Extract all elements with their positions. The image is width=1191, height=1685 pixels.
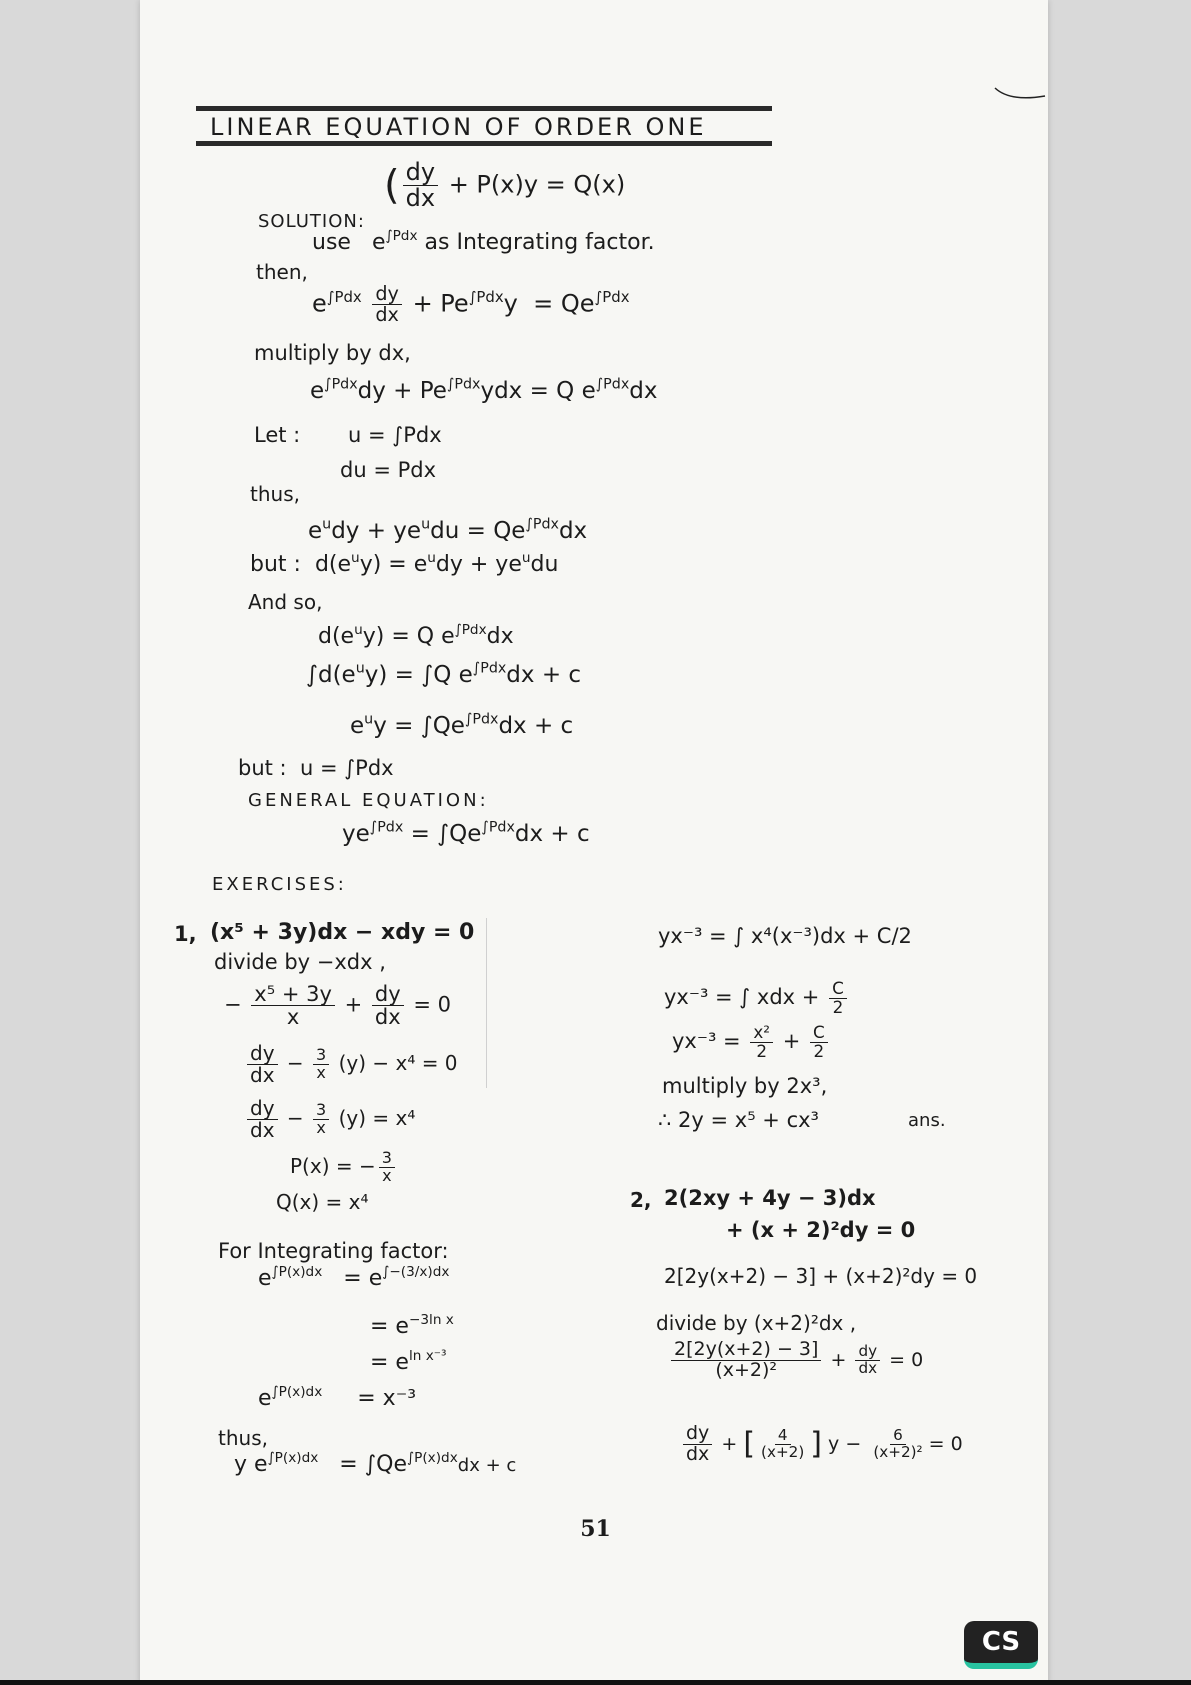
let-u: u = ∫Pdx [348,423,442,447]
exercise-1-right-line1: yx⁻³ = ∫ x⁴(x⁻³)dx + C/2 [658,924,912,948]
and-so-label: And so, [248,590,323,614]
exercise-1-line1: − $\frac{\text{x⁵ + 3y}}{x}$ + $\frac{dy}{dx}$ = 0 [224,982,451,1030]
exercise-2-line2: $\frac{2[2y(x+2) - 3]}{\text{(x+2)²}}$ + $\frac{dy}{dx}$ = 0 [668,1340,923,1381]
page-number: 51 [580,1516,611,1542]
exercise-1-right-line3: yx⁻³ = $\frac{\text{x²}}{2}$ + $\frac{C}{2}$ [672,1024,831,1060]
heading-rule-top [196,106,772,111]
exercise-1-problem: (x⁵ + 3y)dx − xdy = 0 [210,920,475,945]
exercise-1-if-line2: = $e^{-3ln x}$ [370,1312,454,1339]
solution-label: SOLUTION: [258,211,365,232]
integrating-factor-line: use $e^{\int Pdx}$ as Integrating factor. [312,228,655,255]
step2-equation: $e^{\int Pdx}dy + Pe^{\int Pdx}ydx = Q$ $e^{\int Pdx}dx$ [310,376,658,404]
exercise-1-number: 1, [174,922,197,946]
exercise-2-number: 2, [630,1188,652,1212]
exercise-1-Q: Q(x) = x⁴ [276,1190,369,1214]
step1-equation: $e^{\int Pdx}$ $\frac{dy}{dx}$ + $Pe^{\int Pdx}y = Qe^{\int Pdx}$ [312,282,630,327]
exercise-1-for-if: For Integrating factor: [218,1239,449,1263]
exercise-1-if-line4: $e^{\int P(x)dx}$ = x⁻³ [258,1384,417,1411]
exercise-2-problem-a: 2(2xy + 4y − 3)dx [664,1186,876,1210]
then-label: then, [256,260,308,284]
multiply-step: multiply by dx, [254,341,411,365]
camscanner-logo-icon: CS [964,1621,1038,1669]
page-heading: LINEAR EQUATION OF ORDER ONE [210,113,707,141]
heading-rule-bottom [196,141,772,146]
main-equation: ( $\frac{dy}{dx}$ + P(x)y = Q(x) [384,158,626,213]
exercise-1-if-line1: $e^{\int P(x)dx}$ = $e^{\int-(3/x)dx}$ [258,1264,450,1291]
exercise-1-P: P(x) = − $\frac{3}{x}$ [290,1150,398,1185]
pen-mark-icon [990,80,1050,110]
step4-equation: $d(e^uy) = Q$ $e^{\int Pdx}dx$ [318,622,514,649]
exercise-2-line1: 2[2y(x+2) − 3] + (x+2)²dy = 0 [664,1264,978,1288]
bleed-through-marks [486,918,637,1088]
but-product-rule: but : $d(e^uy) = e^udy + ye^udu$ [250,550,559,577]
exercise-2-problem-b: + (x + 2)²dy = 0 [726,1218,916,1242]
exercise-1-right-line2: yx⁻³ = ∫ xdx + $\frac{C}{2}$ [664,980,850,1016]
exercises-label: EXERCISES: [212,874,347,895]
exercise-2-divide: divide by (x+2)²dx , [656,1311,857,1335]
exercise-1-if-line3: = $e^{ln x^{-3}}$ [370,1348,447,1375]
bottom-edge [0,1680,1191,1685]
step3-equation: $e^udy + ye^udu = Qe^{\int Pdx}dx$ [308,516,588,544]
exercise-1-ans-label: ans. [908,1110,946,1131]
exercise-1-multiply: multiply by 2x³, [662,1074,828,1098]
exercise-1-answer: ∴ 2y = x⁵ + cx³ [658,1108,819,1132]
but-u-line: but : u = ∫Pdx [238,756,394,780]
exercise-1-line3: $\frac{dy}{dx}$ − $\frac{3}{x}$ (y) = x⁴ [244,1098,415,1141]
thus-label: thus, [250,482,300,506]
exercise-2-line3: $\frac{dy}{dx}$ + [ $\frac{4}{(x+2)}$ ] y − $\frac{6}{\text{(x+2)²}}$ = 0 [680,1424,963,1465]
general-equation-label: GENERAL EQUATION: [248,790,489,811]
exercise-1-final: y $e^{\int P(x)dx}$ = $\int Qe^{\int P(x)dx}dx + c$ [234,1450,517,1477]
let-label: Let : [254,423,301,447]
exercise-1-divide: divide by −xdx , [214,950,386,974]
step5-equation: $\int d(e^uy) = \int Q$ $e^{\int Pdx}dx + c$ [306,660,582,688]
du-line: du = Pdx [340,458,437,482]
general-equation: $ye^{\int Pdx} = \int Qe^{\int Pdx}dx + c$ [342,819,590,847]
exercise-1-thus: thus, [218,1426,268,1450]
step6-equation: $e^uy = \int Qe^{\int Pdx}dx + c$ [350,711,574,739]
exercise-1-line2: $\frac{dy}{dx}$ − $\frac{3}{x}$ (y) − x⁴ = 0 [244,1043,458,1086]
